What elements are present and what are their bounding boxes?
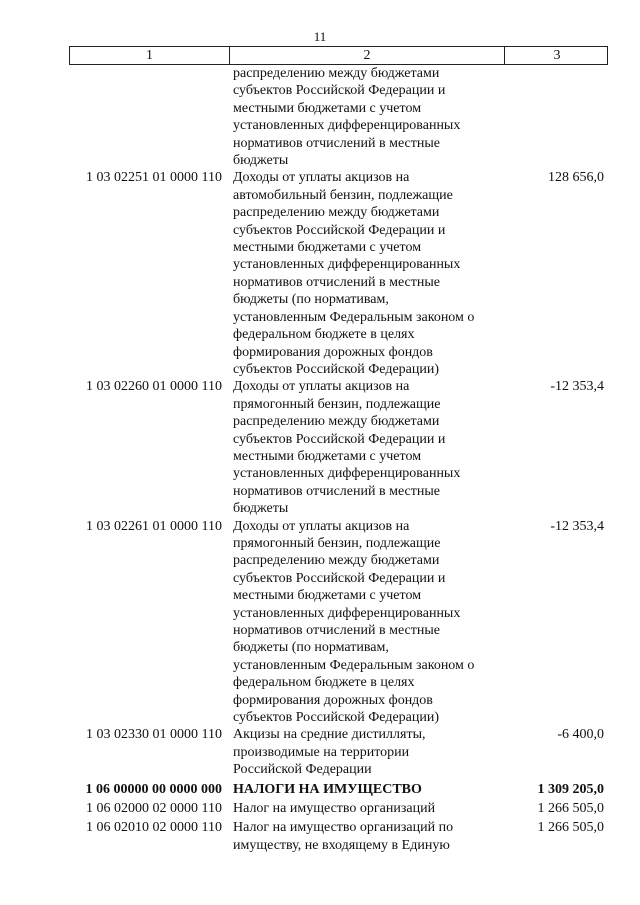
row-amount: 1 266 505,0 — [537, 820, 604, 836]
row-code: 1 06 02000 02 0000 110 — [86, 801, 222, 817]
row-name: Доходы от уплаты акцизов на прямогонный бензин, подлежащие распределению между бюджетами субъектов Российской Федерации и местными бюджетами с учетом установленных дифференцированных нормативов отчислений в местные бюджеты (по нормативам, установленным Федеральным законом о федеральном бюджете в целях формирования дорожных фондов субъектов Российской Федерации) — [233, 518, 475, 726]
row-amount: -6 400,0 — [557, 727, 604, 743]
table-row — [69, 819, 608, 854]
row-code: 1 06 02010 02 0000 110 — [86, 820, 222, 836]
column-header-amount: 3 — [504, 47, 609, 64]
table-row — [69, 726, 608, 778]
table-body — [69, 65, 608, 854]
column-header-name: 2 — [229, 47, 504, 64]
row-name: Доходы от уплаты акцизов на автомобильный бензин, подлежащие распределению между бюджетами субъектов Российской Федерации и местными бюджетами с учетом установленных дифференцированных нормативов отчислений в местные бюджеты (по нормативам, установленным Федеральным законом о федеральном бюджете в целях формирования дорожных фондов субъектов Российской Федерации) — [233, 170, 475, 377]
row-amount: 1 309 205,0 — [537, 781, 604, 797]
budget-table — [69, 46, 608, 854]
table-header — [69, 46, 608, 65]
page-number: 11 — [313, 29, 327, 44]
row-code: 1 03 02330 01 0000 110 — [86, 727, 222, 743]
table-row — [69, 378, 608, 517]
row-name: Налог на имущество организаций по имуществу, не входящему в Единую — [233, 820, 454, 853]
column-header-code: 1 — [146, 48, 153, 63]
row-amount: 1 266 505,0 — [537, 801, 604, 817]
row-code: 1 03 02251 01 0000 110 — [86, 170, 222, 186]
row-amount: -12 353,4 — [550, 518, 604, 534]
row-amount: 128 656,0 — [548, 170, 604, 186]
table-row — [69, 518, 608, 727]
row-name: Налог на имущество организаций — [233, 801, 436, 817]
row-code: 1 03 02261 01 0000 110 — [86, 518, 222, 534]
table-row — [69, 800, 608, 817]
table-row-section-total — [69, 781, 608, 798]
row-name: Акцизы на средние дистилляты, производимые на территории Российской Федерации — [233, 727, 426, 778]
row-code: 1 03 02260 01 0000 110 — [86, 379, 222, 395]
row-amount: -12 353,4 — [550, 379, 604, 395]
row-code — [69, 65, 228, 169]
row-code: 1 06 00000 00 0000 000 — [85, 781, 222, 797]
row-amount — [503, 65, 608, 169]
row-name: Доходы от уплаты акцизов на прямогонный бензин, подлежащие распределению между бюджетами субъектов Российской Федерации и местными бюджетами с учетом установленных дифференцированных нормативов отчислений в местные бюджеты — [233, 379, 461, 517]
table-row — [69, 65, 608, 169]
row-name: распределению между бюджетами субъектов Российской Федерации и местными бюджетами с учетом установленных дифференцированных нормативов отчислений в местные бюджеты — [233, 66, 461, 169]
table-row — [69, 169, 608, 378]
row-name: НАЛОГИ НА ИМУЩЕСТВО — [233, 781, 422, 797]
